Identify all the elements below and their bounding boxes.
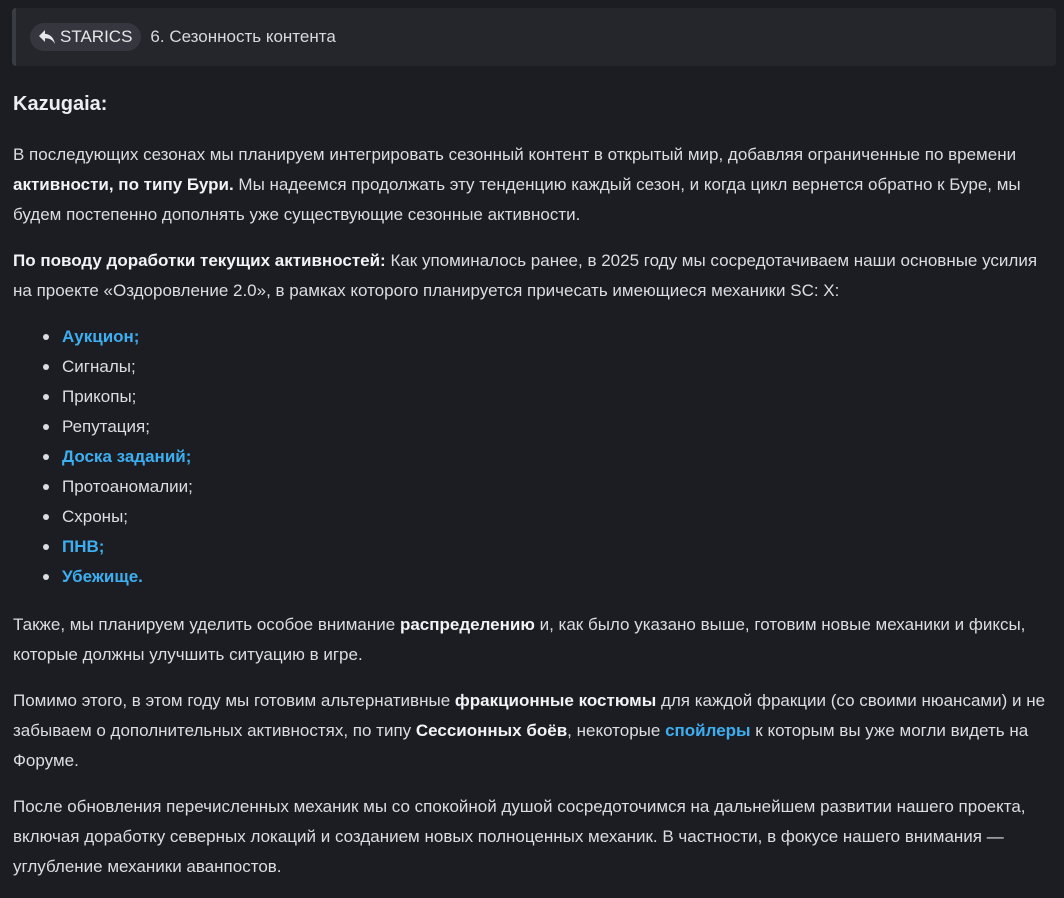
list-item-protoanomalies: Протоаномалии; bbox=[62, 472, 1053, 502]
paragraph-2 bbox=[13, 246, 1053, 306]
p1-bold: активности, по типу Бури. bbox=[13, 175, 234, 194]
paragraph-1 bbox=[13, 140, 1053, 230]
p4-text-e: , некоторые bbox=[567, 721, 666, 740]
quote-header bbox=[12, 8, 1056, 66]
p4-bold-battles: Сессионных боёв bbox=[415, 721, 568, 740]
back-to-source-button[interactable] bbox=[30, 23, 141, 51]
mechanics-list bbox=[13, 322, 1053, 592]
list-item-stashes: Прикопы; bbox=[62, 382, 1053, 412]
p2-bold: По поводу доработки текущих активностей: bbox=[13, 251, 386, 270]
list-item-caches: Схроны; bbox=[62, 502, 1053, 532]
quote-title: 6. Сезонность контента bbox=[150, 27, 336, 46]
reply-arrow-icon bbox=[38, 29, 56, 45]
post-content bbox=[13, 86, 1053, 898]
list-item-signals: Сигналы; bbox=[62, 352, 1053, 382]
p3-text-c: и, как было указано выше, готовим новые механики и фиксы, которые должны улучшить ситуацию в игре. bbox=[13, 615, 1026, 664]
p3-text-a: Также, мы планируем уделить особое внимание bbox=[13, 615, 400, 634]
list-item-reputation: Репутация; bbox=[62, 412, 1053, 442]
paragraph-4 bbox=[13, 686, 1053, 776]
p2-text-b: Как упоминалось ранее, в 2025 году мы сосредотачиваем наши основные усилия на проекте «Оздоровление 2.0», в рамках которого планируется причесать имеющиеся механики SC: X: bbox=[13, 251, 1038, 300]
list-item-shelter[interactable]: Убежище. bbox=[62, 562, 1053, 592]
spoilers-link[interactable]: спойлеры bbox=[665, 721, 751, 740]
p4-bold-costumes: фракционные костюмы bbox=[454, 691, 657, 710]
list-item-auction[interactable]: Аукцион; bbox=[62, 322, 1053, 352]
p4-text-g: к которым вы уже могли видеть на Форуме. bbox=[13, 721, 1029, 770]
author-name: Kazugaia: bbox=[13, 93, 108, 115]
p1-text-a: В последующих сезонах мы планируем интегрировать сезонный контент в открытый мир, добавляя ограниченные по времени bbox=[13, 145, 1017, 164]
paragraph-3 bbox=[13, 610, 1053, 670]
p1-text-c: Мы надеемся продолжать эту тенденцию каждый сезон, и когда цикл вернется обратно к Буре, мы будем постепенно дополнять уже существующие сезонные активности. bbox=[13, 175, 1021, 224]
quote-badge-label: STARICS bbox=[60, 27, 133, 46]
p4-text-a: Помимо этого, в этом году мы готовим альтернативные bbox=[13, 691, 455, 710]
list-item-night-vision[interactable]: ПНВ; bbox=[62, 532, 1053, 562]
p4-text-c: для каждой фракции (со своими нюансами) и не забываем о дополнительных активностях, по типу bbox=[13, 691, 1046, 740]
p3-bold: распределению bbox=[399, 615, 535, 634]
list-item-task-board[interactable]: Доска заданий; bbox=[62, 442, 1053, 472]
paragraph-5: После обновления перечисленных механик мы со спокойной душой сосредоточимся на дальнейшем развитии нашего проекта, включая доработку северных локаций и созданием новых полноценных механик. В частности, в фокусе нашего внимания — углубление механики аванпостов. bbox=[13, 797, 1026, 876]
